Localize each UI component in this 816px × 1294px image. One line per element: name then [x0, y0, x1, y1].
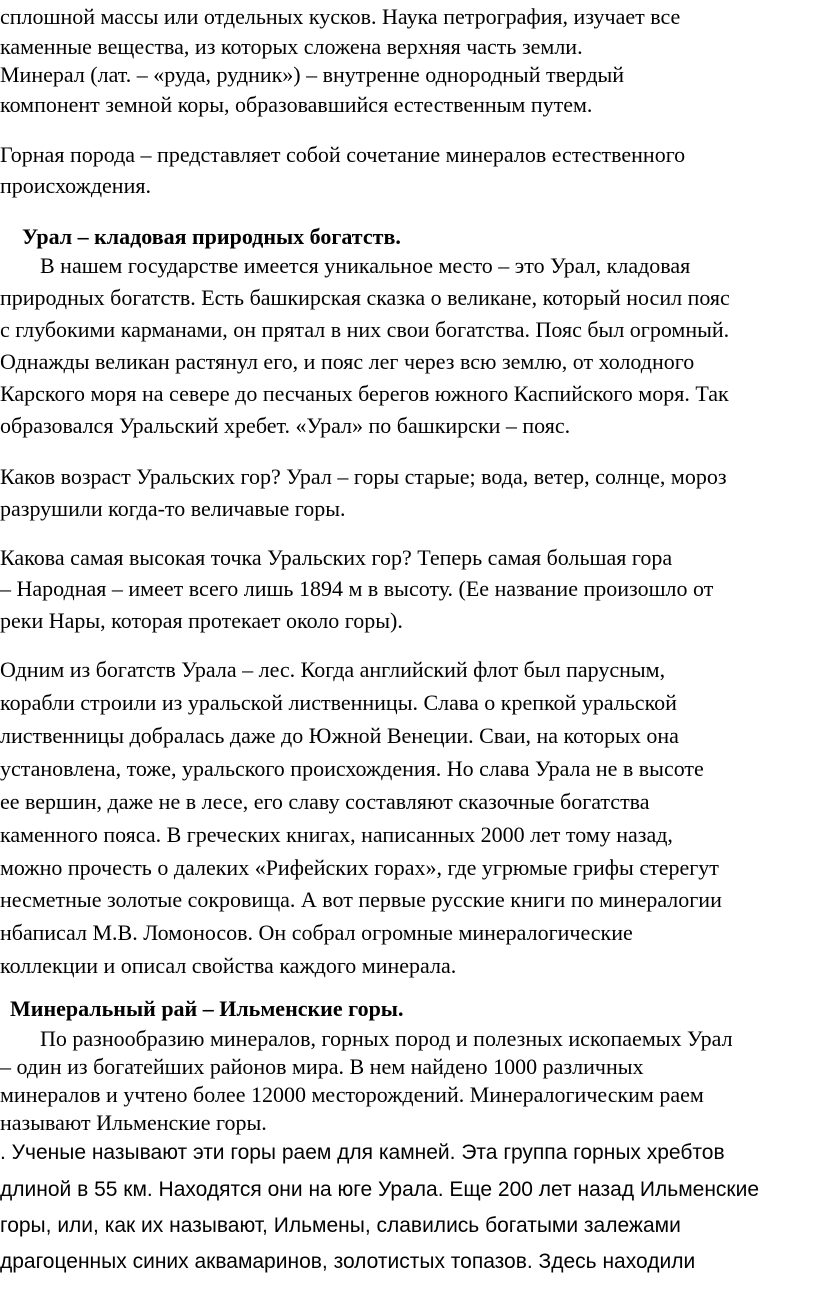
text-line: ее вершин, даже не в лесе, его славу составляют сказочные богатства: [0, 789, 650, 814]
text-line: каменного пояса. В греческих книгах, написанных 2000 лет тому назад,: [0, 822, 673, 847]
text-line: природных богатств. Есть башкирская сказка о великане, который носил пояс: [0, 285, 730, 310]
text-line: происхождения.: [0, 173, 151, 198]
text-line: По разнообразию минералов, горных пород и полезных ископаемых Урал: [40, 1026, 733, 1051]
text-line: горы, или, как их называют, Ильмены, славились богатыми залежами: [0, 1214, 681, 1237]
text-line: драгоценных синих аквамаринов, золотистых топазов. Здесь находили: [0, 1250, 696, 1273]
text-line: разрушили когда-то величавые горы.: [0, 496, 346, 521]
text-line: длиной в 55 км. Находятся они на юге Урала. Еще 200 лет назад Ильменские: [0, 1178, 760, 1201]
text-line: называют Ильменские горы.: [0, 1110, 267, 1135]
text-line: В нашем государстве имеется уникальное место – это Урал, кладовая: [40, 253, 691, 278]
text-line: корабли строили из уральской лиственницы. Слава о крепкой уральской: [0, 690, 677, 715]
text-line: каменные вещества, из которых сложена верхняя часть земли.: [0, 34, 583, 59]
text-line: несметные золотые сокровища. А вот первые русские книги по минералогии: [0, 887, 722, 912]
text-line: лиственницы добралась даже до Южной Венеции. Сваи, на которых она: [0, 723, 679, 748]
section-heading-ilmen: Минеральный рай – Ильменские горы.: [10, 996, 404, 1021]
text-line: минералов и учтено более 12000 месторождений. Минералогическим раем: [0, 1082, 704, 1107]
section-heading-ural: Урал – кладовая природных богатств.: [22, 224, 401, 249]
text-line: Карского моря на севере до песчаных берегов южного Каспийского моря. Так: [0, 381, 729, 406]
text-line: Горная порода – представляет собой сочетание минералов естественного: [0, 142, 686, 167]
text-line: Одним из богатств Урала – лес. Когда английский флот был парусным,: [0, 657, 666, 682]
text-line: можно прочесть о далеких «Рифейских горах», где угрюмые грифы стерегут: [0, 855, 719, 880]
text-line: . Ученые называют эти горы раем для камней. Эта группа горных хребтов: [0, 1141, 725, 1164]
text-line: реки Нары, которая протекает около горы).: [0, 608, 403, 633]
text-line: нбаписал М.В. Ломоносов. Он собрал огромные минералогические: [0, 920, 633, 945]
text-line: образовался Уральский хребет. «Урал» по башкирски – пояс.: [0, 413, 571, 438]
text-line: Минерал (лат. – «руда, рудник») – внутренне однородный твердый: [0, 62, 625, 87]
text-line: – один из богатейших районов мира. В нем найдено 1000 различных: [0, 1054, 644, 1079]
text-line: Каков возраст Уральских гор? Урал – горы старые; вода, ветер, солнце, мороз: [0, 464, 727, 489]
text-line: с глубокими карманами, он прятал в них свои богатства. Пояс был огромный.: [0, 317, 730, 342]
text-line: компонент земной коры, образовавшийся естественным путем.: [0, 92, 593, 117]
text-line: сплошной массы или отдельных кусков. Наука петрография, изучает все: [0, 4, 681, 29]
text-line: Какова самая высокая точка Уральских гор? Теперь самая большая гора: [0, 545, 673, 570]
text-line: коллекции и описал свойства каждого минерала.: [0, 953, 457, 978]
text-line: установлена, тоже, уральского происхождения. Но слава Урала не в высоте: [0, 756, 704, 781]
text-line: Однажды великан растянул его, и пояс лег через всю землю, от холодного: [0, 349, 695, 374]
text-line: – Народная – имеет всего лишь 1894 м в высоту. (Ее название произошло от: [0, 576, 714, 601]
